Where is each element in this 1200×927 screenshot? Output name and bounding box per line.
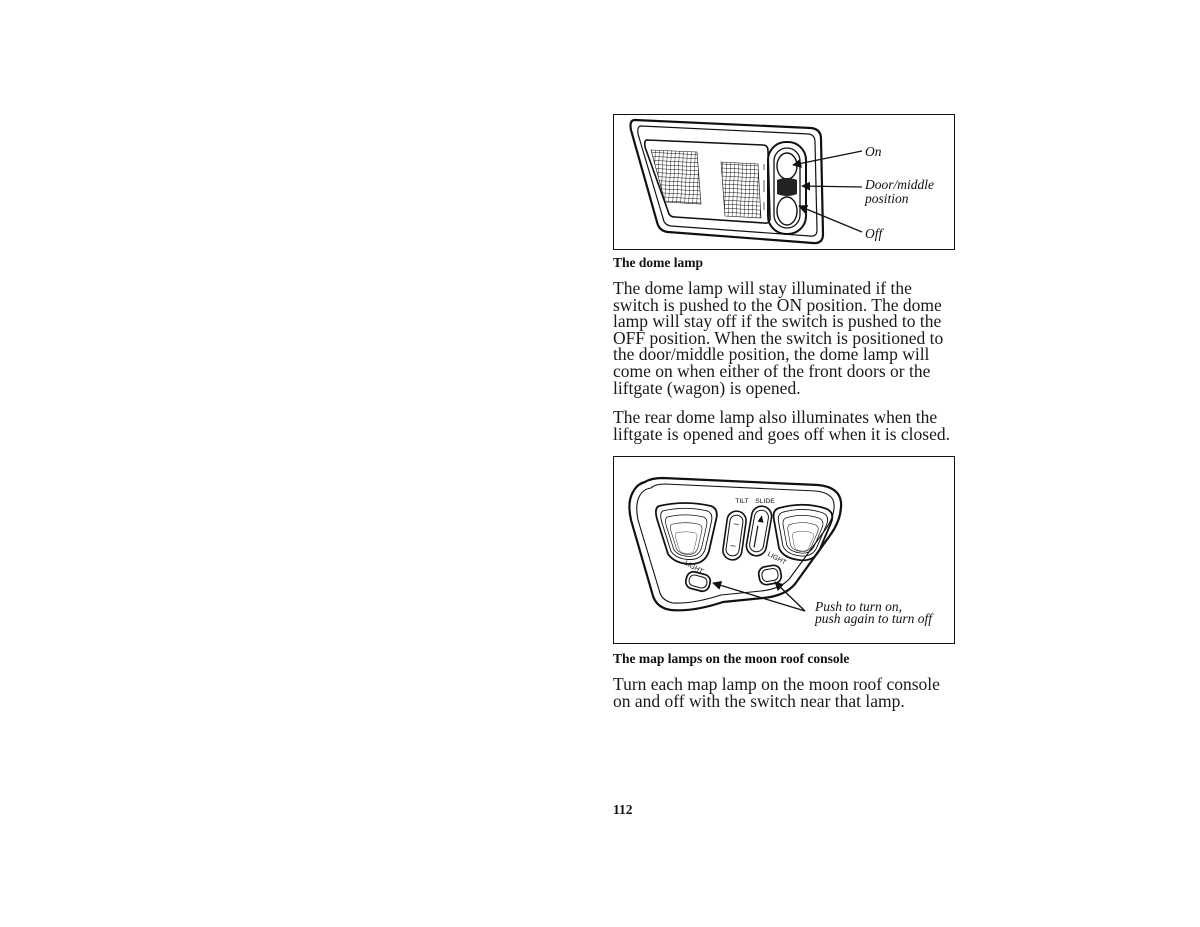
paragraph-dome-lamp: [613, 280, 943, 396]
text-line: The dome lamp will stay illuminated if the: [613, 278, 912, 298]
callout-door-line2: position: [865, 191, 909, 206]
map-lamps-figure: [613, 456, 955, 644]
callout-arrow-off: [799, 206, 862, 232]
callout-push-line1: Push to turn on,: [815, 599, 903, 614]
right-light-button: [758, 564, 783, 586]
callout-door-line1: Door/middle: [865, 177, 934, 192]
callout-arrow-on: [793, 151, 862, 165]
label-light-left: LIGHT: [683, 559, 705, 576]
dome-lamp-illustration: [613, 114, 955, 250]
callout-on: On: [865, 144, 882, 159]
slide-switch: [745, 505, 773, 558]
page-number: 112: [613, 802, 633, 817]
text-line: on and off with the switch near that lamp.: [613, 690, 905, 711]
text-line: Turn each map lamp on the moon roof console: [613, 674, 940, 694]
text-line: OFF position. When the switch is positioned to: [613, 327, 944, 348]
text-line: lamp will stay off if the switch is pushed to the: [613, 311, 942, 332]
text-line: liftgate is opened and goes off when it is closed.: [613, 423, 950, 444]
text-line: liftgate (wagon) is opened.: [613, 377, 801, 398]
left-light-button: [684, 570, 712, 593]
text-line: the door/middle position, the dome lamp will: [613, 344, 930, 365]
tilt-switch: [722, 510, 748, 561]
callout-push-line2: push again to turn off: [815, 611, 933, 626]
figure-caption-dome-lamp: The dome lamp: [613, 255, 704, 270]
dome-lamp-figure: [613, 114, 955, 250]
label-tilt: TILT: [735, 498, 749, 505]
map-lamps-illustration: [613, 456, 955, 644]
lens-grid-left: [651, 150, 701, 204]
callout-off: Off: [865, 226, 883, 241]
text-line: The rear dome lamp also illuminates when the: [613, 407, 938, 427]
dome-lamp-switch: [768, 142, 806, 234]
paragraph-rear-dome-lamp: [613, 409, 950, 442]
label-slide: SLIDE: [755, 498, 775, 505]
callout-arrow-door: [802, 186, 862, 187]
figure-caption-map-lamps: The map lamps on the moon roof console: [613, 651, 850, 666]
slide-arrow-icon: [758, 515, 765, 523]
text-line: switch is pushed to the ON position. The dome: [613, 294, 942, 315]
switch-knob: [777, 178, 797, 196]
right-map-lamp-lens: [774, 505, 833, 561]
paragraph-map-lamps: [613, 676, 940, 709]
text-line: come on when either of the front doors or the: [613, 360, 931, 381]
lens-grid-right: [721, 162, 761, 218]
left-map-lamp-lens: [656, 503, 717, 564]
label-light-right: LIGHT: [766, 550, 788, 567]
